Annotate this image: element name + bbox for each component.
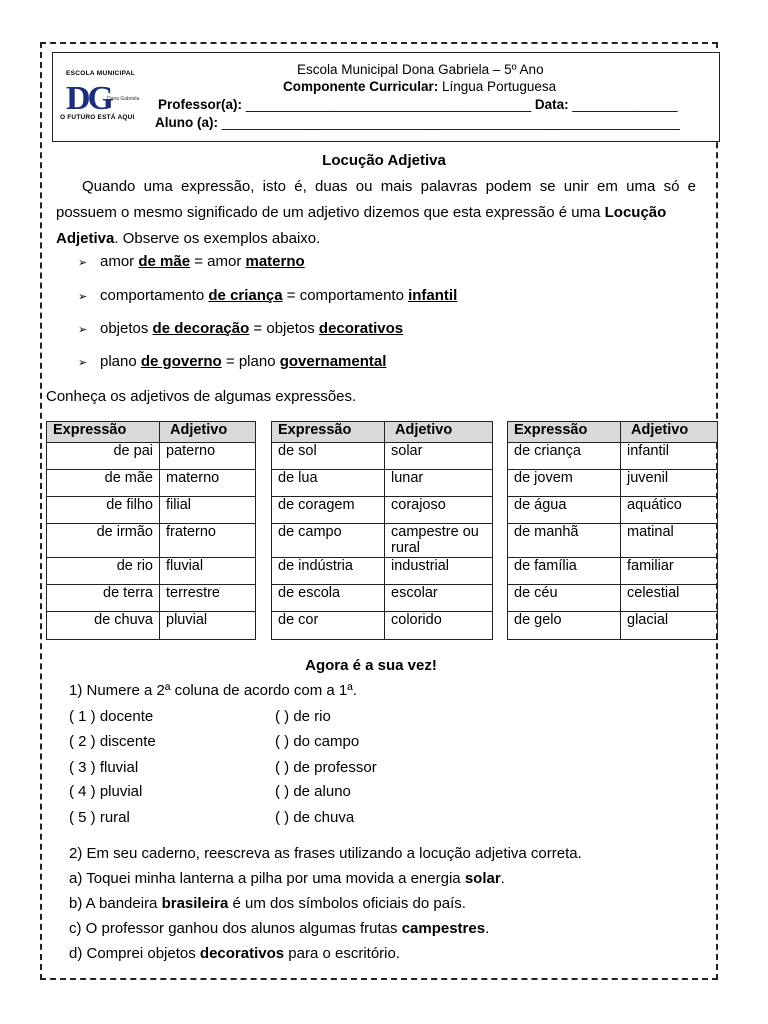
- sentence-bold-word: solar: [464, 870, 501, 887]
- sentence-text: d) Comprei objetos: [69, 945, 200, 962]
- arrow-bullet-icon: ➢: [78, 324, 88, 336]
- expression-cell: de pai: [47, 443, 160, 470]
- sentence-text: para o escritório.: [284, 945, 400, 962]
- question-1: 1) Numere a 2ª coluna de acordo com a 1ª.: [69, 682, 357, 699]
- example-adjective: infantil: [408, 287, 458, 304]
- table-row: [47, 558, 256, 585]
- expression-cell: de irmão: [47, 524, 160, 558]
- column-header-adjetivo: Adjetivo: [385, 422, 493, 443]
- example-text: amor: [100, 253, 139, 270]
- example-item: [78, 353, 386, 370]
- expression-cell: de jovem: [508, 470, 621, 497]
- match-right-item[interactable]: ( ) de professor: [275, 759, 377, 776]
- table-row: [272, 558, 493, 585]
- example-text: comportamento: [100, 287, 209, 304]
- table-row: [272, 470, 493, 497]
- table-row: [47, 470, 256, 497]
- example-item: [78, 320, 403, 337]
- sentence-bold-word: brasileira: [161, 895, 229, 912]
- table-row: [508, 524, 718, 558]
- table-row: [47, 524, 256, 558]
- table-row: [508, 497, 718, 524]
- sentence-bold-word: campestres: [401, 920, 486, 937]
- sentence-b: [69, 895, 466, 912]
- teacher-blank[interactable]: ______________________________________: [242, 97, 532, 112]
- adjective-cell: lunar: [385, 470, 493, 497]
- adjective-cell: campestre ou rural: [385, 524, 493, 558]
- expression-cell: de campo: [272, 524, 385, 558]
- table-row: [272, 612, 493, 640]
- expression-cell: de mãe: [47, 470, 160, 497]
- column-header-expressao: Expressão: [508, 422, 621, 443]
- expressions-table-1: [46, 421, 256, 640]
- column-header-expressao: Expressão: [272, 422, 385, 443]
- sentence-bold-word: decorativos: [199, 945, 285, 962]
- school-name: Escola Municipal Dona Gabriela – 5º Ano: [297, 62, 544, 77]
- sentence-d: [69, 945, 400, 962]
- table-row: [508, 443, 718, 470]
- paragraph-bold-adjetiva: Adjetiva: [56, 230, 115, 247]
- example-text: plano: [100, 353, 141, 370]
- expression-cell: de filho: [47, 497, 160, 524]
- adjective-cell: terrestre: [160, 585, 256, 612]
- match-left-item: ( 5 ) rural: [69, 809, 130, 826]
- arrow-bullet-icon: ➢: [78, 291, 88, 303]
- adjective-cell: escolar: [385, 585, 493, 612]
- example-item: [78, 253, 305, 270]
- expression-cell: de céu: [508, 585, 621, 612]
- adjective-cell: matinal: [621, 524, 718, 558]
- tables-intro: Conheça os adjetivos de algumas expressões.: [46, 388, 357, 405]
- example-text: = objetos: [249, 320, 319, 337]
- activity-title: Agora é a sua vez!: [305, 657, 437, 674]
- table-row: [47, 612, 256, 640]
- sentence-text: .: [500, 870, 505, 887]
- match-right-item[interactable]: ( ) de aluno: [275, 783, 351, 800]
- sentence-text: b) A bandeira: [69, 895, 162, 912]
- table-row: [272, 497, 493, 524]
- adjective-cell: colorido: [385, 612, 493, 640]
- example-locution: de governo: [140, 353, 222, 370]
- component-value: Língua Portuguesa: [438, 79, 557, 94]
- expressions-table-2: [271, 421, 493, 640]
- adjective-cell: corajoso: [385, 497, 493, 524]
- adjective-cell: filial: [160, 497, 256, 524]
- expression-cell: de família: [508, 558, 621, 585]
- example-locution: de mãe: [138, 253, 191, 270]
- school-logo: [60, 70, 142, 128]
- table-row: [272, 443, 493, 470]
- table-row: [47, 443, 256, 470]
- paragraph-line-2: [56, 204, 666, 221]
- expression-cell: de coragem: [272, 497, 385, 524]
- example-text: objetos: [100, 320, 153, 337]
- sentence-text: é um dos símbolos oficiais do país.: [228, 895, 466, 912]
- match-right-item[interactable]: ( ) de rio: [275, 708, 331, 725]
- example-adjective: governamental: [279, 353, 387, 370]
- table-row: [508, 470, 718, 497]
- paragraph-line-1: Quando uma expressão, isto é, duas ou mais palavras podem se unir em uma só e: [82, 178, 696, 195]
- match-left-item: ( 1 ) docente: [69, 708, 154, 725]
- sentence-text: a) Toquei minha lanterna a pilha por uma movida a energia: [69, 870, 465, 887]
- page-title: Locução Adjetiva: [322, 152, 446, 169]
- logo-sub-text: Dona Gabriela: [107, 96, 140, 102]
- expression-cell: de criança: [508, 443, 621, 470]
- match-left-item: ( 4 ) pluvial: [69, 783, 143, 800]
- match-left-item: ( 3 ) fluvial: [69, 759, 139, 776]
- expression-cell: de gelo: [508, 612, 621, 640]
- teacher-label: Professor(a):: [158, 97, 243, 112]
- adjective-cell: glacial: [621, 612, 718, 640]
- example-item: [78, 287, 457, 304]
- paragraph-line-2-text: possuem o mesmo significado de um adjetivo dizemos que esta expressão é uma: [56, 204, 605, 221]
- logo-bottom-text: O FUTURO ESTÁ AQUI: [60, 114, 135, 121]
- example-locution: de criança: [208, 287, 283, 304]
- question-2: 2) Em seu caderno, reescreva as frases utilizando a locução adjetiva correta.: [69, 845, 582, 862]
- arrow-bullet-icon: ➢: [78, 257, 88, 269]
- table-row: [47, 585, 256, 612]
- match-right-item[interactable]: ( ) de chuva: [275, 809, 355, 826]
- table-row: [508, 612, 718, 640]
- arrow-bullet-icon: ➢: [78, 357, 88, 369]
- student-label: Aluno (a):: [155, 115, 218, 130]
- student-line: [155, 115, 680, 130]
- adjective-cell: materno: [160, 470, 256, 497]
- adjective-cell: juvenil: [621, 470, 718, 497]
- paragraph-bold-locucao: Locução: [604, 204, 667, 221]
- expression-cell: de água: [508, 497, 621, 524]
- sentence-text: .: [485, 920, 490, 937]
- table-row: [272, 524, 493, 558]
- adjective-cell: solar: [385, 443, 493, 470]
- date-label: Data:: [531, 97, 569, 112]
- adjective-cell: industrial: [385, 558, 493, 585]
- column-header-expressao: Expressão: [47, 422, 160, 443]
- expression-cell: de terra: [47, 585, 160, 612]
- intro-paragraph: [56, 174, 696, 252]
- expression-cell: de manhã: [508, 524, 621, 558]
- adjective-cell: aquático: [621, 497, 718, 524]
- table-row: [508, 585, 718, 612]
- adjective-cell: fraterno: [160, 524, 256, 558]
- logo-top-text: ESCOLA MUNICIPAL: [66, 70, 136, 77]
- column-header-adjetivo: Adjetivo: [160, 422, 256, 443]
- expressions-table-3: [507, 421, 718, 640]
- column-header-adjetivo: Adjetivo: [621, 422, 718, 443]
- sentence-c: [69, 920, 489, 937]
- expression-cell: de escola: [272, 585, 385, 612]
- expression-cell: de cor: [272, 612, 385, 640]
- component-line: [283, 79, 556, 94]
- expression-cell: de indústria: [272, 558, 385, 585]
- sentence-text: c) O professor ganhou dos alunos algumas frutas: [69, 920, 402, 937]
- expression-cell: de chuva: [47, 612, 160, 640]
- expression-cell: de lua: [272, 470, 385, 497]
- example-text: = comportamento: [282, 287, 409, 304]
- table-row: [47, 497, 256, 524]
- paragraph-line-3: [56, 230, 320, 247]
- example-text: = amor: [190, 253, 246, 270]
- adjective-cell: celestial: [621, 585, 718, 612]
- adjective-cell: pluvial: [160, 612, 256, 640]
- table-row: [508, 558, 718, 585]
- table-row: [272, 585, 493, 612]
- adjective-cell: familiar: [621, 558, 718, 585]
- adjective-cell: paterno: [160, 443, 256, 470]
- logo-letters: DG: [66, 80, 111, 117]
- teacher-line: [158, 97, 677, 112]
- adjective-cell: fluvial: [160, 558, 256, 585]
- paragraph-line-3-text: . Observe os exemplos abaixo.: [114, 230, 321, 247]
- example-adjective: materno: [245, 253, 305, 270]
- date-blank[interactable]: ______________: [568, 97, 678, 112]
- example-locution: de decoração: [152, 320, 250, 337]
- expression-cell: de sol: [272, 443, 385, 470]
- component-label: Componente Curricular:: [283, 79, 439, 94]
- match-right-item[interactable]: ( ) do campo: [275, 733, 360, 750]
- adjective-cell: infantil: [621, 443, 718, 470]
- example-text: = plano: [221, 353, 280, 370]
- match-left-item: ( 2 ) discente: [69, 733, 156, 750]
- student-blank[interactable]: _____________________________________________________________: [218, 115, 680, 130]
- sentence-a: [69, 870, 505, 887]
- expression-cell: de rio: [47, 558, 160, 585]
- example-adjective: decorativos: [318, 320, 404, 337]
